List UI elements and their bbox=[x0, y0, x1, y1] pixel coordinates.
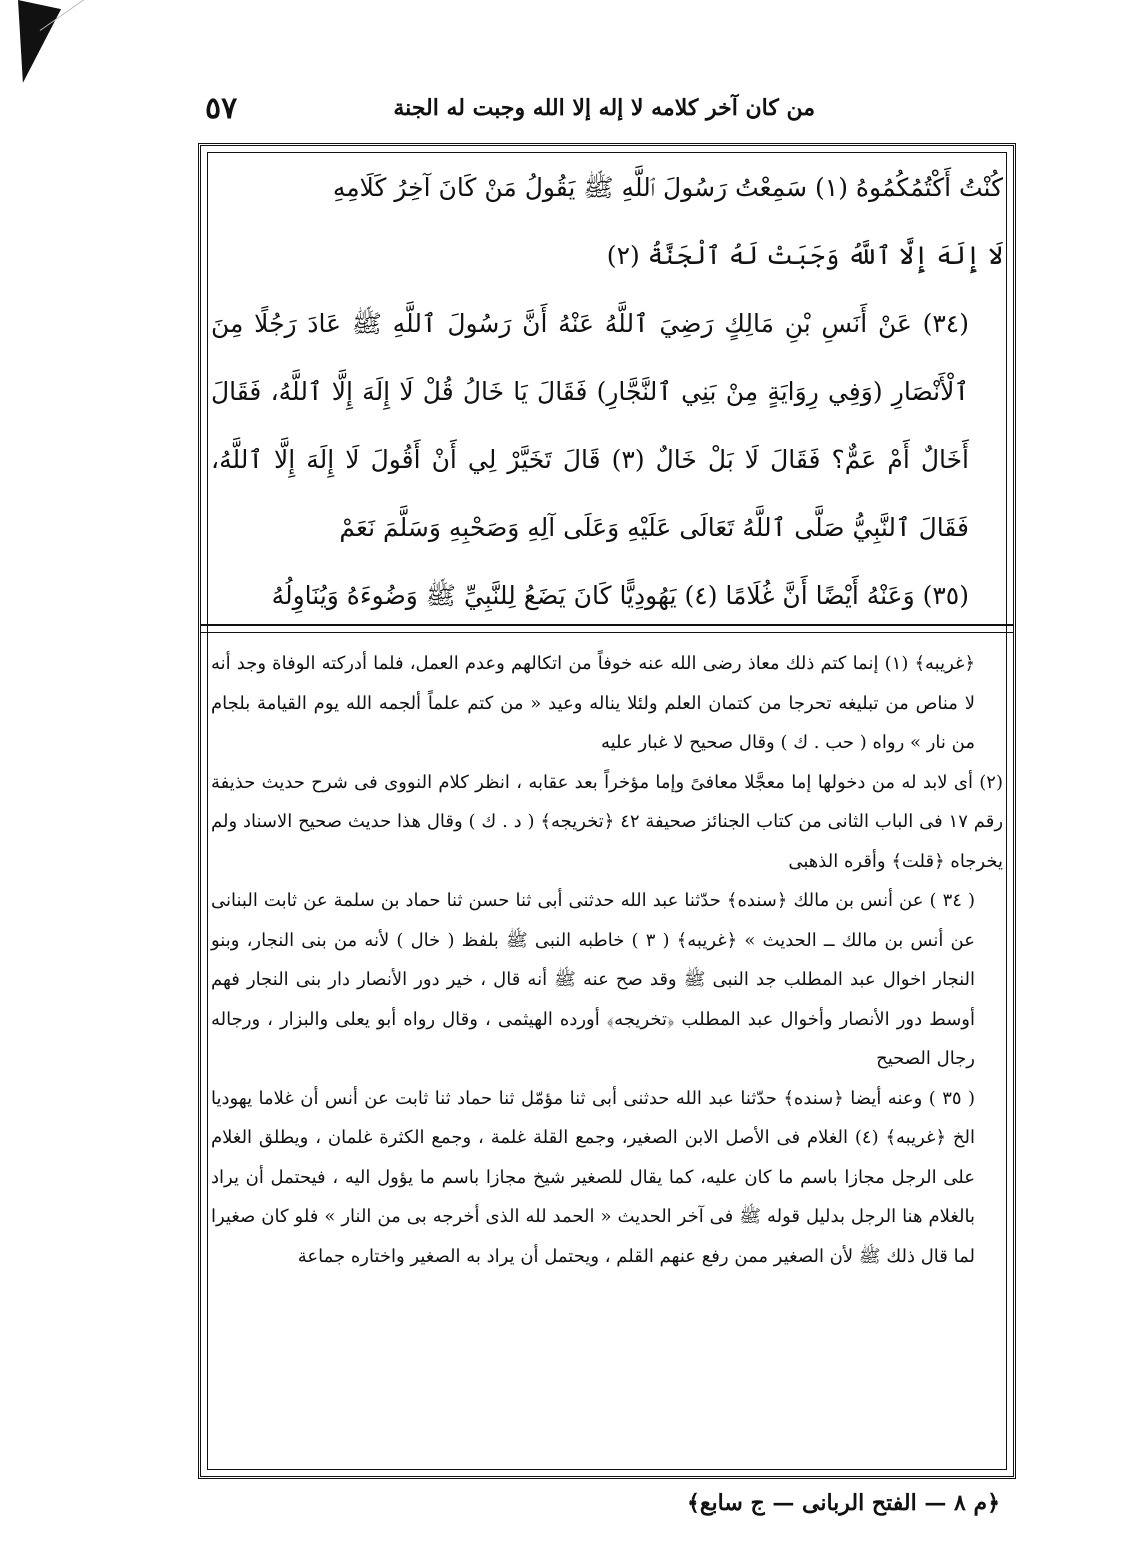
page-header bbox=[205, 80, 815, 136]
footnotes bbox=[211, 644, 1003, 1276]
hadith-35: (٣٥) وَعَنْهُ أَيْضًا أَنَّ غُلَامًا (٤) يَهُودِيًّا كَانَ يَضَعُ لِلنَّبِيِّ ﷺ وَضُوءَهُ وَيُنَاوِلُهُ bbox=[271, 581, 969, 610]
hadith-34: (٣٤) عَنْ أَنَسِ بْنِ مَالِكٍ رَضِيَ ٱللَّهُ عَنْهُ أَنَّ رَسُولَ ٱللَّهِ ﷺ عَادَ رَجُلًا مِنَ ٱلْأَنْصَارِ (وَفِي رِوَايَةٍ مِنْ بَنِي ٱلنَّجَّارِ) فَقَالَ يَا خَالُ قُلْ لَا إِلَهَ إِلَّا ٱللَّهُ، فَقَالَ أَخَالٌ أَمْ عَمٌّ؟ فَقَالَ لَا بَلْ خَالٌ (٣) قَالَ تَخَيَّرْ لِي أَنْ أَقُولَ لَا إِلَهَ إِلَّا ٱللَّهُ، فَقَالَ ٱلنَّبِيُّ صَلَّى ٱللَّهُ تَعَالَى عَلَيْهِ وَعَلَى آلِهِ وَصَحْبِهِ وَسَلَّمَ نَعَمْ bbox=[211, 309, 969, 542]
note-2: (٢) أى لابد له من دخولها إما معجَّلا معافىً وإما مؤخراً بعد عقابه ، انظر كلام النووى فى شرح حديث حذيفة رقم ١٧ فى الباب الثانى من كتاب الجنائز صحيفة ٤٢ ﴿تخريجه﴾ ( د . ك ) وقال هذا حديث صحيح الاسناد ولم يخرجاه ﴿قلت﴾ وأقره الذهبى bbox=[211, 771, 1004, 872]
note-34: ( ٣٤ ) عن أنس بن مالك ﴿سنده﴾ حدّثنا عبد الله حدثنى أبى ثنا حسن ثنا حماد بن سلمة عن ثابت البنانى عن أنس بن مالك ــ الحديث » ﴿غريبه﴾ ( ٣ ) خاطبه النبى ﷺ بلفظ ( خال ) لأنه من بنى النجار، وبنو النجار اخوال عبد المطلب جد النبى ﷺ وقد صح عنه ﷺ أنه قال ، خير دور الأنصار دار بنى النجار فهم أوسط دور الأنصار وأخوال عبد المطلب ﴿تخريجه﴾ أورده الهيثمى ، وقال رواه أبو يعلى والبزار ، ورجاله رجال الصحيح bbox=[211, 890, 975, 1069]
page-frame bbox=[198, 143, 1016, 1479]
note-35: ( ٣٥ ) وعنه أيضا ﴿سنده﴾ حدّثنا عبد الله حدثنى أبى ثنا مؤمّل ثنا حماد ثنا ثابت عن أنس أن غلاما يهوديا الخ ﴿غريبه﴾ (٤) الغلام فى الأصل الابن الصغير، وجمع القلة غلمة ، وجمع الكثرة غلمان ، ويطلق الغلام على الرجل مجازا باسم ما كان عليه، كما يقال للصغير شيخ مجازا باسم ما يؤول اليه ، فيحتمل أن يراد بالغلام هنا الرجل بدليل قوله ﷺ فى آخر الحديث « الحمد لله الذى أخرجه بى من النار » فلو كان صغيرا لما قال ذلك ﷺ لأن الصغير ممن رفع عنهم القلم ، ويحتمل أن يراد به الصغير واختاره جماعة bbox=[211, 1087, 975, 1267]
footnote-separator bbox=[201, 624, 1013, 633]
main-line-2: لَا إِلَهَ إِلَّا ٱللَّهُ وَجَبَتْ لَهُ ٱلْجَنَّةُ (٢) bbox=[606, 241, 1003, 270]
main-line-1: كُنْتُ أَكْتُمُكُمُوهُ (١) سَمِعْتُ رَسُولَ ٱللَّهِ ﷺ يَقُولُ مَنْ كَانَ آخِرُ كَلَامِهِ bbox=[332, 173, 1003, 202]
page-signature: ﴿م ٨ — الفتح الربانى — ج سابع﴾ bbox=[686, 1490, 1000, 1516]
page-number: ٥٧ bbox=[205, 90, 238, 126]
running-title: من كان آخر كلامه لا إله إلا الله وجبت له الجنة bbox=[393, 95, 815, 121]
main-text bbox=[211, 154, 1003, 630]
note-1: ﴿غريبه﴾ (١) إنما كتم ذلك معاذ رضى الله عنه خوفاً من اتكالهم وعدم العمل، فلما أدركته الوفاة وجد أنه لا مناص من تبليغه تحرجا من كتمان العلم ولئلا يناله وعيد « من كتم علماً ألجمه الله يوم القيامة بلجام من نار » رواه ( حب . ك ) وقال صحيح لا غبار عليه bbox=[211, 653, 975, 753]
scan-corner-mark bbox=[1, 0, 61, 87]
